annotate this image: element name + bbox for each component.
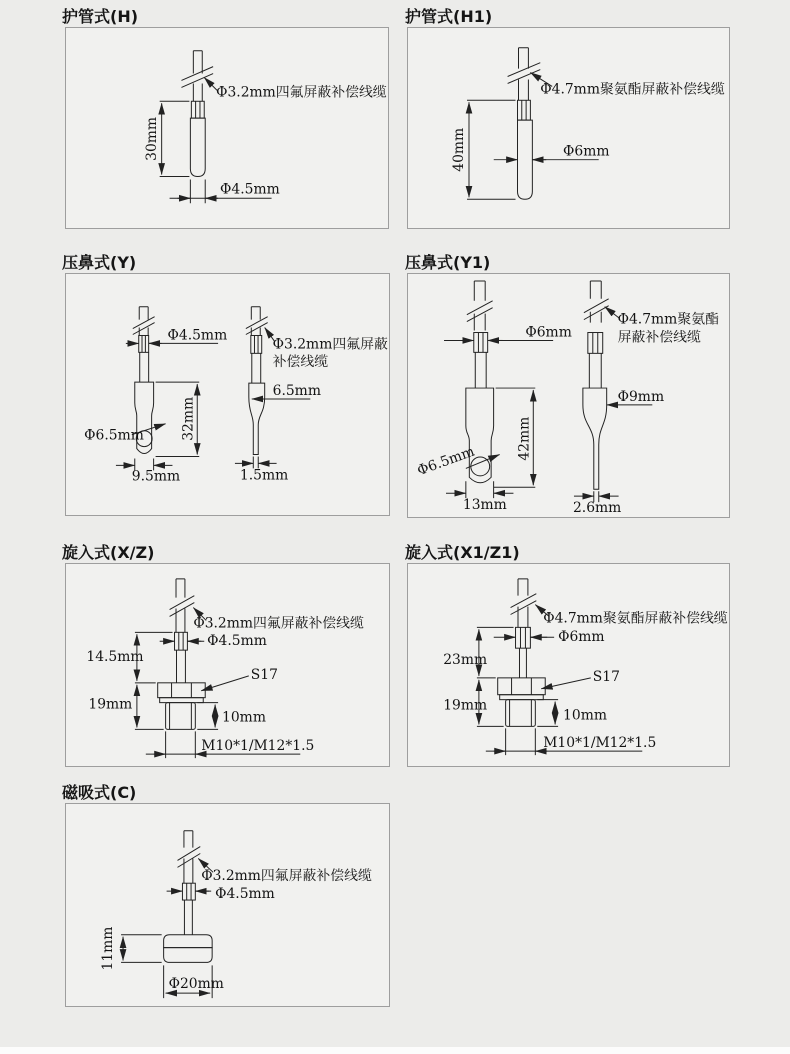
- dim-lower-length: 19mm: [443, 697, 488, 714]
- panel-h1: [407, 27, 730, 229]
- dim-upper-length: 14.5mm: [86, 649, 144, 666]
- cable-label: Φ3.2mm四氟屏蔽补偿线缆: [216, 84, 387, 101]
- panel-c: [65, 803, 390, 1007]
- dim-hole-diameter: Φ6.5mm: [84, 427, 144, 444]
- cable-label: Φ3.2mm四氟屏蔽补偿线缆: [193, 615, 364, 632]
- dim-tip-thickness: 1.5mm: [239, 467, 289, 484]
- panel-h: [65, 27, 389, 229]
- cable-label-line2: 补偿线缆: [272, 354, 329, 371]
- panel-title-x1z1: 旋入式(X1/Z1): [405, 543, 520, 562]
- panel-y: [65, 273, 390, 516]
- cable-label: Φ3.2mm四氟屏蔽补偿线缆: [201, 868, 372, 885]
- dim-body-length: 32mm: [180, 396, 197, 441]
- drawing-c: [66, 804, 389, 1006]
- dim-sleeve-diameter: Φ6mm: [558, 629, 605, 646]
- dim-magnet-height: 11mm: [100, 926, 117, 971]
- dim-hole-diameter: Φ6.5mm: [415, 443, 477, 480]
- dim-probe-diameter: Φ4.5mm: [220, 181, 280, 198]
- panel-x1z1: [407, 563, 730, 767]
- panel-y1: [407, 273, 730, 518]
- dim-side-width: Φ9mm: [617, 388, 665, 405]
- dim-probe-diameter: Φ6mm: [563, 143, 610, 160]
- dim-body-length: 42mm: [516, 416, 533, 461]
- bottom-white-strip: [0, 1047, 790, 1054]
- panel-title-y: 压鼻式(Y): [62, 253, 137, 272]
- drawing-xz: [66, 564, 389, 766]
- cable-label-line2: 屏蔽补偿线缆: [617, 329, 701, 346]
- drawing-y: [66, 274, 389, 515]
- drawing-h: [66, 28, 388, 228]
- dim-lug-width: 13mm: [462, 497, 507, 514]
- probe-figure-h1: [467, 48, 599, 199]
- dim-side-width: 6.5mm: [272, 382, 322, 399]
- dim-thread-length: 10mm: [563, 707, 607, 724]
- dim-thread-spec: M10*1/M12*1.5: [543, 735, 657, 752]
- dim-probe-length: 40mm: [451, 127, 468, 172]
- panel-title-h: 护管式(H): [62, 7, 139, 26]
- panel-title-c: 磁吸式(C): [62, 783, 137, 802]
- drawing-x1z1: [408, 564, 729, 766]
- dim-tip-thickness: 2.6mm: [572, 500, 622, 517]
- cable-label-line1: Φ4.7mm聚氨酯: [617, 311, 719, 328]
- lug-front-figure: [444, 281, 553, 498]
- dim-sleeve-diameter: Φ4.5mm: [207, 633, 267, 650]
- cable-label-line1: Φ3.2mm四氟屏蔽: [272, 336, 388, 353]
- cable-label: Φ4.7mm聚氨酯屏蔽补偿线缆: [540, 81, 725, 98]
- screw-in-figure: [477, 579, 642, 755]
- dim-sleeve-diameter: Φ6mm: [525, 324, 572, 341]
- panel-title-h1: 护管式(H1): [405, 7, 493, 26]
- dim-hex-size: S17: [250, 666, 278, 683]
- cable-label: Φ4.7mm聚氨酯屏蔽补偿线缆: [543, 610, 728, 627]
- dim-lower-length: 19mm: [88, 696, 133, 713]
- drawing-y1: [408, 274, 729, 517]
- drawing-h1: [408, 28, 729, 228]
- dim-thread-length: 10mm: [222, 709, 266, 726]
- dim-probe-length: 30mm: [143, 116, 160, 161]
- dim-hex-size: S17: [592, 668, 620, 685]
- panel-title-xz: 旋入式(X/Z): [62, 543, 155, 562]
- dim-upper-length: 23mm: [443, 652, 488, 669]
- dim-thread-spec: M10*1/M12*1.5: [201, 738, 315, 755]
- dim-sleeve-diameter: Φ4.5mm: [167, 327, 228, 344]
- panel-title-y1: 压鼻式(Y1): [405, 253, 491, 272]
- dim-magnet-diameter: Φ20mm: [168, 976, 224, 993]
- panel-xz: [65, 563, 390, 767]
- magnet-figure: [121, 831, 213, 998]
- dim-sleeve-diameter: Φ4.5mm: [215, 886, 275, 903]
- dim-lug-width: 9.5mm: [131, 468, 181, 485]
